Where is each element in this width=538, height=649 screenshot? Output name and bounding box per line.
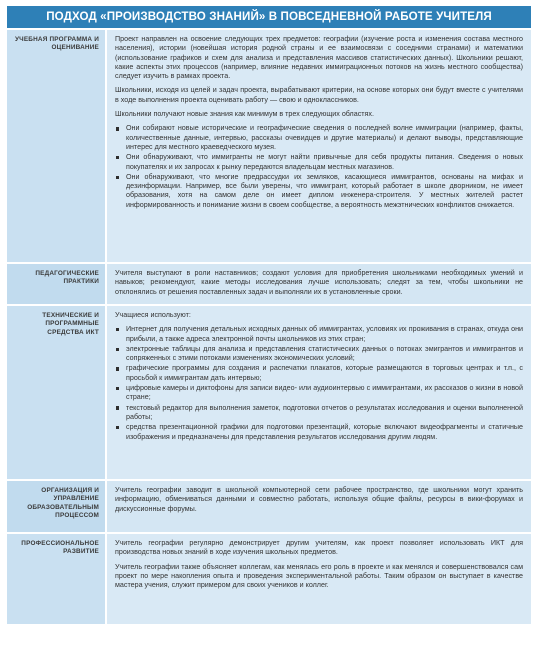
square-bullet-icon xyxy=(116,426,119,429)
row-label: ПЕДАГОГИЧЕСКИЕ ПРАКТИКИ xyxy=(7,264,107,304)
bullet-item xyxy=(115,325,523,344)
row-content xyxy=(107,481,531,532)
bullet-item xyxy=(115,173,523,210)
square-bullet-icon xyxy=(116,156,119,159)
bullet-text: графические программы для создания и распечатки плакатов, которые размещаются в торговых центрах и т.п., с просьбой к иммигрантам дать интервью; xyxy=(126,364,523,382)
bullet-text: цифровые камеры и диктофоны для записи видео- или аудиоинтервью с иммигрантами, их рассказов о жизни в новой стране; xyxy=(126,384,523,402)
paragraph: Школьники получают новые знания как минимум в трех следующих областях. xyxy=(115,110,374,119)
bullet-list xyxy=(115,124,523,210)
row-organization-management xyxy=(7,481,531,534)
paragraph: Учитель географии также объясняет коллегам, как менялась его роль в проекте и как менялся и совершенствовался сам проект по мере накопления опыта и проведения экспериментальной работы. Таким образом он выступает в качестве мастера учения, служит примером для своих учеников и коллег. xyxy=(115,562,523,590)
row-ict-tools xyxy=(7,306,531,481)
bullet-text: средства презентационной графики для подготовки презентаций, которые включают видеофрагменты и статичные изображения и предназначены для представления результатов исследования другим людям. xyxy=(126,423,523,441)
square-bullet-icon xyxy=(116,348,119,351)
row-professional-development xyxy=(7,534,531,626)
square-bullet-icon xyxy=(116,176,119,179)
row-curriculum-assessment xyxy=(7,30,531,264)
table-title: ПОДХОД «ПРОИЗВОДСТВО ЗНАНИЙ» В ПОВСЕДНЕВНОЙ РАБОТЕ УЧИТЕЛЯ xyxy=(7,6,531,28)
paragraph: Учитель географии заводит в школьной компьютерной сети рабочее пространство, где школьники могут хранить информацию, обмениваться данными и совместно работать, используя общие файлы, ресурсы в вики-форумах и дискуссионные форумы. xyxy=(115,486,523,513)
paragraph: Учитель географии регулярно демонстрирует другим учителям, как проект позволяет использовать ИКТ для производства новых знаний в ходе изучения школьных предметов. xyxy=(115,539,523,557)
bullet-text: Они собирают новые исторические и географические сведения о последней волне иммиграции (например, факты, количественные данные, интервью, рассказы очевидцев и другие материалы) и делают выводы, представляющие интерес для местного краеведческого музея. xyxy=(126,124,523,151)
row-pedagogical-practices xyxy=(7,264,531,306)
bullet-text: текстовый редактор для выполнения заметок, подготовки отчетов о результатах исследования и оценки выполненной работы; xyxy=(126,403,523,421)
square-bullet-icon xyxy=(116,387,119,390)
row-label: ТЕХНИЧЕСКИЕ И ПРОГРАММНЫЕ СРЕДСТВА ИКТ xyxy=(7,306,107,479)
bullet-text: Они обнаруживают, что многие предрассудки их земляков, касающиеся иммигрантов, основаны на мифах и дезинформации. Например, все были уверены, что иммигрант, который работает в школе дворником, не имеет образования, хотя на самом деле он имеет диплом инженера-строителя. У местных жителей растет информированность и понимание жизни в своем сообществе, а вероятность межэтнических конфликтов снижается. xyxy=(126,172,523,209)
paragraph: Учителя выступают в роли наставников; создают условия для приобретения школьниками необходимых умений и навыков; рекомендуют, какие методы исследования лучше использовать; следят за тем, чтобы школьники не отклонялись от решения поставленных задач и выполняли их в установленные сроки. xyxy=(115,269,523,296)
bullet-item xyxy=(115,124,523,152)
row-content xyxy=(107,264,531,304)
bullet-item xyxy=(115,345,523,364)
paragraph: Проект направлен на освоение следующих трех предметов: географии (изучение роста и изменения состава местного населения), истории (новейшая история родной страны и ее взаимосвязи с соседними странами) и математики (использование графиков и схем для анализа и представления массивов статистических данных). Школьники решают, какие аспекты этих процессов (например, влияние недавних иммиграционных потоков на жизнь местного сообщества) следует изучить в рамках проекта. xyxy=(115,35,523,81)
paragraph: Школьники, исходя из целей и задач проекта, вырабатывают критерии, на основе которых они будут вместе с учителями в ходе выполнения проекта оценивать работу — свою и одноклассников. xyxy=(115,86,523,104)
bullet-text: Интернет для получения детальных исходных данных об иммигрантах, условиях их проживания в странах, откуда они прибыли, а также адреса электронной почты школьников из этих стран; xyxy=(126,325,523,343)
row-content xyxy=(107,534,531,624)
square-bullet-icon xyxy=(116,328,119,331)
bullet-text: Они обнаруживают, что иммигранты не могут найти привычные для себя продукты питания. Сведения о новых покупателях и их запросах к рынку передаются владельцам местных магазинов. xyxy=(126,153,523,171)
square-bullet-icon xyxy=(116,406,119,409)
bullet-list xyxy=(115,325,523,442)
bullet-item xyxy=(115,153,523,172)
square-bullet-icon xyxy=(116,127,119,130)
approach-table xyxy=(7,30,531,626)
row-label: ОРГАНИЗАЦИЯ И УПРАВЛЕНИЕ ОБРАЗОВАТЕЛЬНЫМ ПРОЦЕССОМ xyxy=(7,481,107,532)
square-bullet-icon xyxy=(116,367,119,370)
bullet-item xyxy=(115,364,523,383)
bullet-item xyxy=(115,404,523,423)
bullet-text: электронные таблицы для анализа и представления статистических данных о потоках эмигрантов и иммигрантов и сопряженных с этими потоками изменениях экономических условий; xyxy=(126,344,523,363)
row-label: ПРОФЕССИОНАЛЬНОЕ РАЗВИТИЕ xyxy=(7,534,107,624)
row-content xyxy=(107,306,531,479)
row-label: УЧЕБНАЯ ПРОГРАММА И ОЦЕНИВАНИЕ xyxy=(7,30,107,262)
bullet-item xyxy=(115,384,523,403)
row-content xyxy=(107,30,531,262)
bullet-item xyxy=(115,423,523,442)
paragraph: Учащиеся используют: xyxy=(115,311,191,319)
